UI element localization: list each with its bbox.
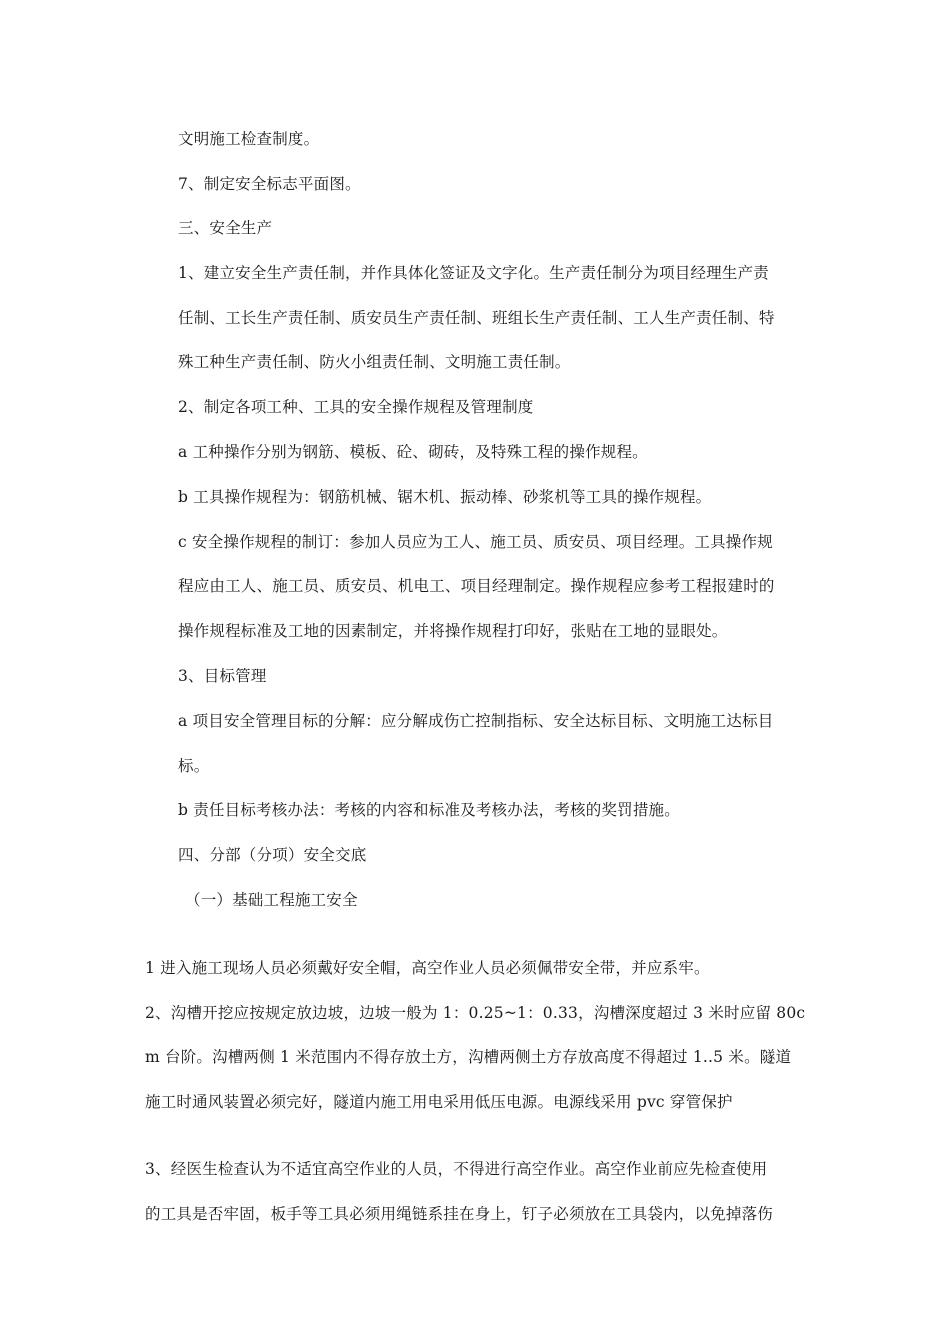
text-line: 标。 xyxy=(178,757,210,775)
text-line: 3、目标管理 xyxy=(178,667,267,685)
section-heading: 四、分部（分项）安全交底 xyxy=(178,846,367,864)
text-line: 操作规程标准及工地的因素制定，并将操作规程打印好，张贴在工地的显眼处。 xyxy=(178,622,728,640)
text-line: 2、制定各项工种、工具的安全操作规程及管理制度 xyxy=(178,398,534,416)
text-line: 殊工种生产责任制、防火小组责任制、文明施工责任制。 xyxy=(178,353,571,371)
text-line: 的工具是否牢固，板手等工具必须用绳链系挂在身上，钉子必须放在工具袋内，以免掉落伤 xyxy=(145,1205,774,1223)
subsection-heading: （一）基础工程施工安全 xyxy=(185,891,358,909)
text-line: 程应由工人、施工员、质安员、机电工、项目经理制定。操作规程应参考工程报建时的 xyxy=(178,577,775,595)
text-line: 文明施工检查制度。 xyxy=(178,130,320,148)
section-heading: 三、安全生产 xyxy=(178,219,273,237)
text-line: 3、经医生检查认为不适宜高空作业的人员，不得进行高空作业。高空作业前应先检查使用 xyxy=(145,1160,768,1178)
text-line: 施工时通风装置必须完好，隧道内施工用电采用低压电源。电源线采用 pvc 穿管保护 xyxy=(145,1093,733,1111)
text-line: 任制、工长生产责任制、质安员生产责任制、班组长生产责任制、工人生产责任制、特 xyxy=(178,309,775,327)
text-line: b 责任目标考核办法：考核的内容和标准及考核办法，考核的奖罚措施。 xyxy=(178,801,680,819)
text-line: 1、建立安全生产责任制，并作具体化签证及文字化。生产责任制分为项目经理生产责 xyxy=(178,264,769,282)
text-line: 7、制定安全标志平面图。 xyxy=(178,175,361,193)
text-line: b 工具操作规程为：钢筋机械、锯木机、振动棒、砂浆机等工具的操作规程。 xyxy=(178,488,712,506)
text-line: a 项目安全管理目标的分解：应分解成伤亡控制指标、安全达标目标、文明施工达标目 xyxy=(178,712,774,730)
text-line: 2、沟槽开挖应按规定放边坡，边坡一般为 1：0.25~1：0.33，沟槽深度超过 3 米时应留 80c xyxy=(145,1004,806,1022)
text-line: m 台阶。沟槽两侧 1 米范围内不得存放土方，沟槽两侧土方存放高度不得超过 1..5 米。隧道 xyxy=(145,1048,792,1066)
text-line: 1 进入施工现场人员必须戴好安全帽，高空作业人员必须佩带安全带，并应系牢。 xyxy=(145,959,710,977)
text-line: c 安全操作规程的制订：参加人员应为工人、施工员、质安员、项目经理。工具操作规 xyxy=(178,533,773,551)
text-line: a 工种操作分别为钢筋、模板、砼、砌砖，及特殊工程的操作规程。 xyxy=(178,443,648,461)
